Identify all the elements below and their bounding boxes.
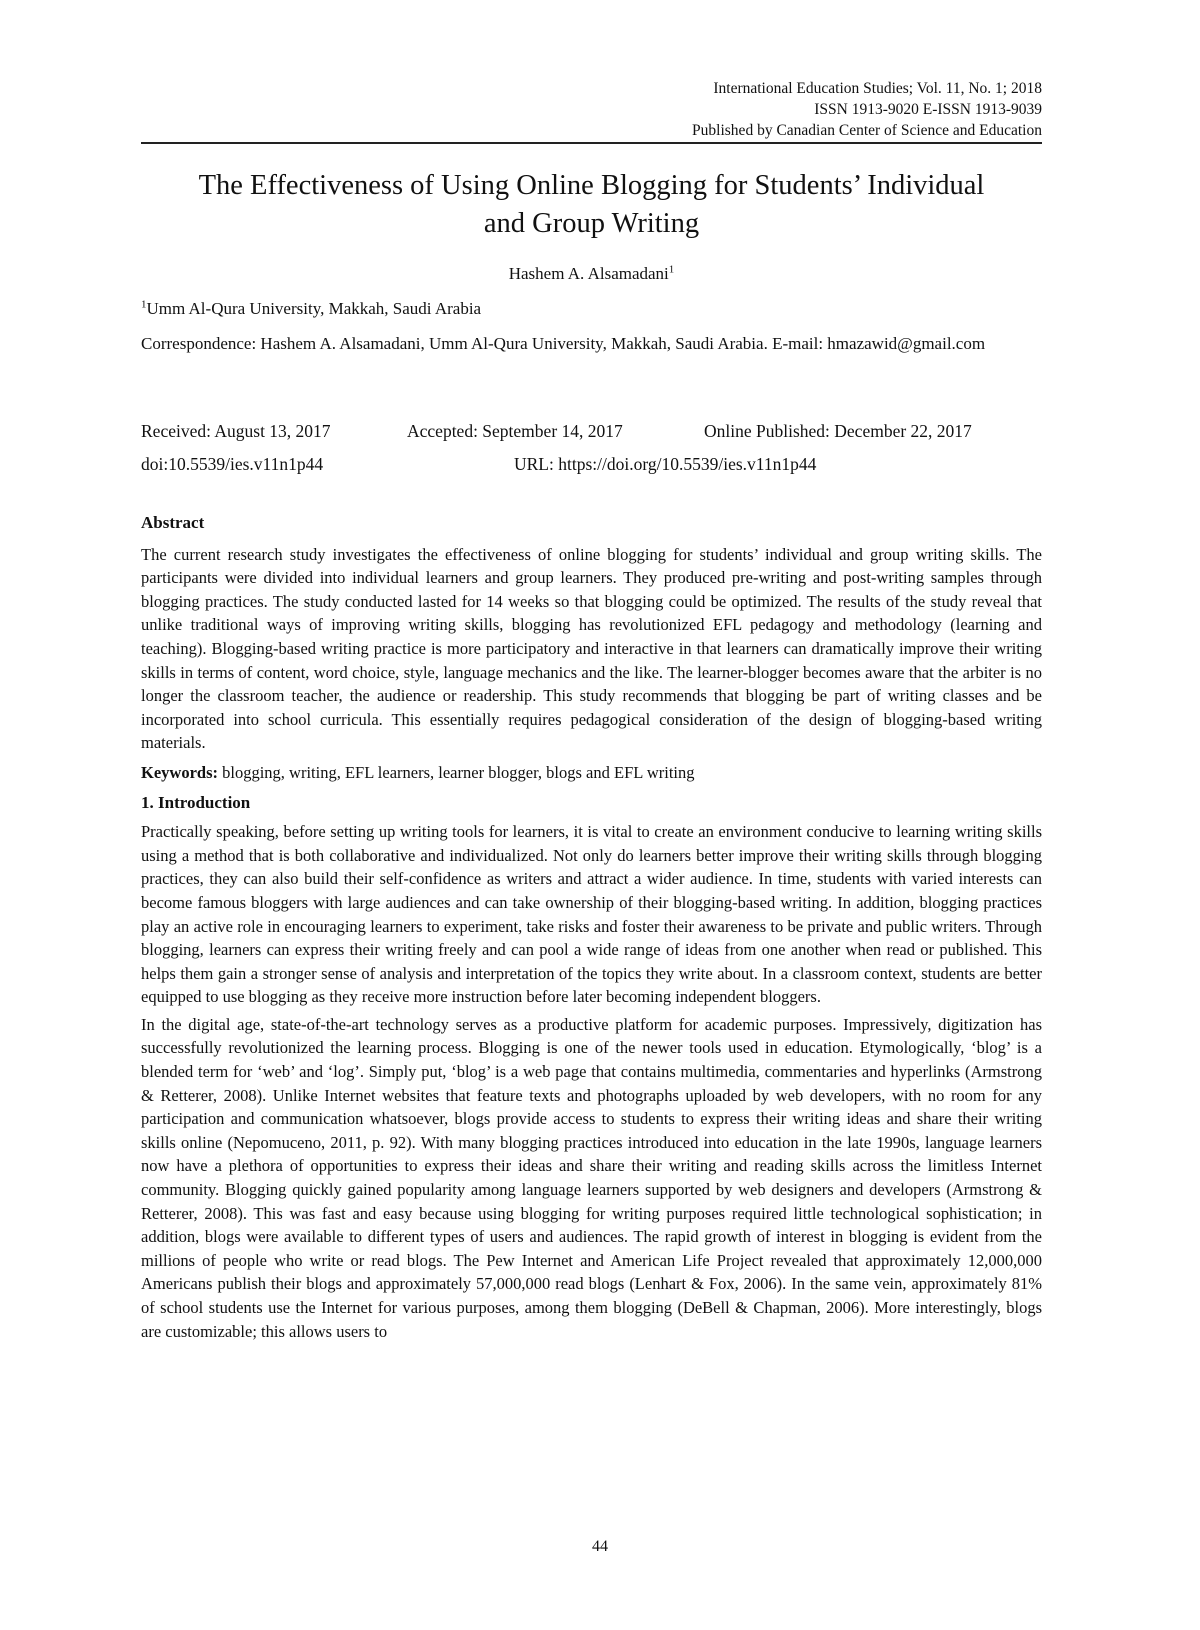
article-title-line-1: The Effectiveness of Using Online Blogging for Students’ Individual xyxy=(198,170,985,201)
keywords xyxy=(141,761,1042,785)
abstract-heading: Abstract xyxy=(141,513,205,532)
affiliation-line xyxy=(141,298,1042,320)
received-date: Received: August 13, 2017 xyxy=(141,421,331,441)
article-body xyxy=(141,511,1042,1347)
author-name: Hashem A. Alsamadani xyxy=(508,264,669,283)
published-date: Online Published: December 22, 2017 xyxy=(704,421,972,441)
page-number: 44 xyxy=(592,1538,608,1555)
abstract-text: The current research study investigates the effectiveness of online blogging for students’ individual and group writing skills. The participants were divided into individual learners and group learners. They produced pre-writing and post-writing samples through blogging practices. The study conducted lasted for 14 weeks so that blogging could be optimized. The results of the study reveal that unlike traditional ways of improving writing skills, blogging has revolutionized EFL pedagogy and methodology (learning and teaching). Blogging-based writing practice is more participatory and interactive in that learners can dramatically improve their writing skills in terms of content, word choice, style, language mechanics and the like. The learner-blogger becomes aware that the arbiter is no longer the classroom teacher, the audience or readership. This study recommends that blogging be part of writing classes and be incorporated into school curricula. This essentially requires pedagogical consideration of the design of blogging-based writing materials. xyxy=(141,544,1042,753)
author-line xyxy=(141,263,1042,285)
introduction-paragraph-1: Practically speaking, before setting up writing tools for learners, it is vital to create an environment conducive to learning writing skills using a method that is both collaborative and individualized. Not only do learners better improve their writing skills through blogging practices, they can also build their self-confidence as writers and attract a wider audience. In time, students with varied interests can become famous bloggers with large audiences and can take ownership of their blogging-based writing. In addition, blogging practices play an active role in encouraging learners to experiment, take risks and foster their awareness to be private and public writers. Through blogging, learners can express their writing freely and can pool a wide range of ideas from one another when read or published. This helps them gain a stronger sense of analysis and interpretation of the topics they write about. In a classroom context, students are better equipped to use blogging as they receive more instruction before later becoming independent bloggers. xyxy=(141,822,1042,1007)
header-divider xyxy=(141,142,1042,144)
journal-issn: ISSN 1913-9020 E-ISSN 1913-9039 xyxy=(814,101,1042,118)
article-title xyxy=(141,167,1042,243)
accepted-date: Accepted: September 14, 2017 xyxy=(407,421,623,441)
doi-row xyxy=(141,453,1042,475)
article-title-line-2: and Group Writing xyxy=(483,208,700,239)
affiliation-marker: 1 xyxy=(141,298,147,311)
introduction-heading: 1. Introduction xyxy=(141,792,251,812)
doi-url-link[interactable]: URL: https://doi.org/10.5539/ies.v11n1p44 xyxy=(514,454,817,474)
journal-header xyxy=(342,78,1042,141)
affiliation-text: Umm Al-Qura University, Makkah, Saudi Arabia xyxy=(146,299,482,318)
author-affiliation-marker: 1 xyxy=(668,263,675,276)
keywords-text: blogging, writing, EFL learners, learner blogger, blogs and EFL writing xyxy=(218,762,695,782)
correspondence: Correspondence: Hashem A. Alsamadani, Umm Al-Qura University, Makkah, Saudi Arabia. E-mail: hmazawid@gmail.com xyxy=(141,334,986,353)
introduction-paragraph-2: In the digital age, state-of-the-art technology serves as a productive platform for academic purposes. Impressively, digitization has successfully revolutionized the learning process. Blogging is one of the newer tools used in education. Etymologically, ‘blog’ is a blended term for ‘web’ and ‘log’. Simply put, ‘blog’ is a web page that contains multimedia, commentaries and hyperlinks (Armstrong & Retterer, 2008). Unlike Internet websites that feature texts and photographs uploaded by web developers, with no room for any participation and communication whatsoever, blogs provide access to students to express their writing ideas and share their writing skills online (Nepomuceno, 2011, p. 92). With many blogging practices introduced into education in the late 1990s, language learners now have a plethora of opportunities to express their ideas and share their writing and reading skills across the limitless Internet community. Blogging quickly gained popularity among language learners supported by web designers and developers (Armstrong & Retterer, 2008). This was fast and easy because using blogging for writing purposes required little technological sophistication; in addition, blogs were available to different types of users and audiences. The rapid growth of interest in blogging is evident from the millions of people who write or read blogs. The Pew Internet and American Life Project revealed that approximately 12,000,000 Americans publish their blogs and approximately 57,000,000 read blogs (Lenhart & Fox, 2006). In the same vein, approximately 81% of school students use the Internet for various purposes, among them blogging (DeBell & Chapman, 2006). More interestingly, blogs are customizable; this allows users to xyxy=(141,1014,1042,1341)
doi-text: doi:10.5539/ies.v11n1p44 xyxy=(141,454,324,474)
journal-citation: International Education Studies; Vol. 11, No. 1; 2018 xyxy=(713,80,1042,97)
publication-dates xyxy=(141,420,1042,442)
journal-publisher: Published by Canadian Center of Science and Education xyxy=(692,122,1042,139)
keywords-label: Keywords: xyxy=(141,762,218,782)
